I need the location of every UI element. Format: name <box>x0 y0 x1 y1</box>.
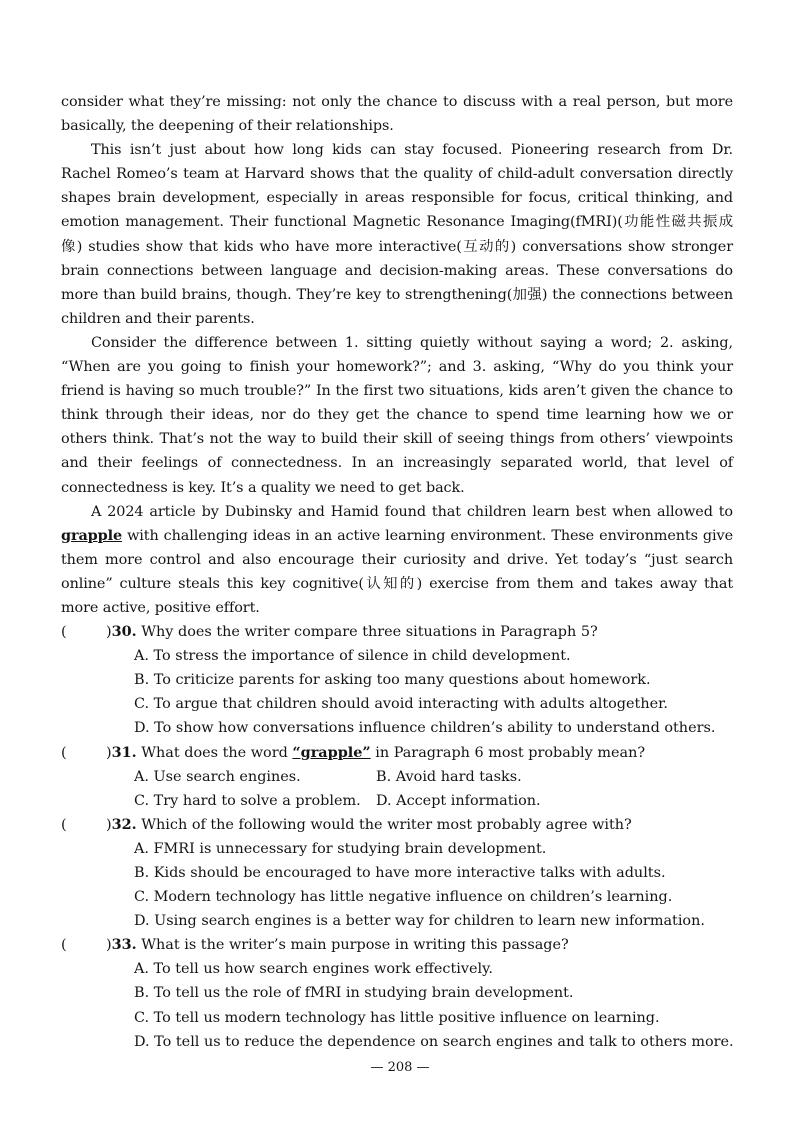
option-b[interactable]: B. To criticize parents for asking too many questions about homework. <box>134 672 651 689</box>
passage-paragraph-2: This isn’t just about how long kids can stay focused. Pioneering research from Dr. Rachel Romeo’s team at Harvard shows that the quality of child-adult conversation directly shapes brain development, especially in areas responsible for focus, critical thinking, and emotion management. Their functional Magnetic Resonance Imaging(fMRI)(功能性磁共振成像) studies show that kids who have more interactive(互动的) conversations show stronger brain connections between language and decision-making areas. These conversations do more than build brains, though. They’re key to strengthening(加强) the connections between children and their parents. <box>61 142 733 327</box>
question-text-end: in Paragraph 6 most probably mean? <box>375 744 646 761</box>
question-33 <box>61 933 733 1053</box>
question-stem <box>61 813 733 837</box>
question-stem <box>61 933 733 957</box>
option-row <box>61 765 733 789</box>
option-row <box>61 789 733 813</box>
answer-blank[interactable]: ( <box>61 937 67 954</box>
question-text: What is the writer’s main purpose in writing this passage? <box>141 937 569 954</box>
question-number: 32. <box>111 815 137 833</box>
passage-paragraph-4 <box>61 500 733 620</box>
option-b[interactable]: B. Avoid hard tasks. <box>376 768 522 785</box>
passage-paragraph-3: Consider the difference between 1. sitting quietly without saying a word; 2. asking, “When are you going to finish your homework?”; and 3. asking, “Why do you think your friend is having so much trouble?” In the first two situations, kids aren’t given the chance to think through their ideas, nor do they get the chance to spend time learning how we or others think. That’s not the way to build their skill of seeing things from others’ viewpoints and their feelings of connectedness. In an increasingly separated world, that level of connectedness is key. It’s a quality we need to get back. <box>61 334 733 496</box>
answer-blank-close: ) <box>106 937 112 954</box>
option-a[interactable]: A. To tell us how search engines work effectively. <box>134 961 493 978</box>
answer-blank-close: ) <box>106 744 112 761</box>
page-number: — 208 — <box>370 1060 430 1075</box>
option-a[interactable]: A. Use search engines. <box>134 768 301 785</box>
answer-blank-close: ) <box>106 624 112 641</box>
paragraph-4-start: A 2024 article by Dubinsky and Hamid found that children learn best when allowed to <box>91 503 733 520</box>
question-number: 33. <box>111 936 137 954</box>
answer-blank[interactable]: ( <box>61 744 67 761</box>
paragraph-4-end: with challenging ideas in an active learning environment. These environments give them more control and also encourage their curiosity and drive. Yet today’s “just search online” culture steals this key cognitive(认知的) exercise from them and takes away that more active, positive effort. <box>61 527 733 616</box>
keyword-grapple: grapple <box>61 526 123 544</box>
option-d[interactable]: D. Using search engines is a better way for children to learn new information. <box>134 913 705 930</box>
question-keyword: “grapple” <box>292 743 371 761</box>
answer-blank[interactable]: ( <box>61 624 67 641</box>
exam-page <box>61 90 733 1054</box>
option-c[interactable]: C. Modern technology has little negative influence on children’s learning. <box>134 889 673 906</box>
question-stem <box>61 741 733 765</box>
option-a[interactable]: A. To stress the importance of silence in child development. <box>134 648 571 665</box>
passage-paragraph-1: consider what they’re missing: not only the chance to discuss with a real person, but more basically, the deepening of their relationships. <box>61 94 733 135</box>
option-c[interactable]: C. To argue that children should avoid interacting with adults altogether. <box>134 696 668 713</box>
question-text: Why does the writer compare three situations in Paragraph 5? <box>141 624 598 641</box>
question-number: 31. <box>111 743 137 761</box>
option-a[interactable]: A. FMRI is unnecessary for studying brain development. <box>134 840 547 857</box>
option-b[interactable]: B. Kids should be encouraged to have more interactive talks with adults. <box>134 865 666 881</box>
option-d[interactable]: D. Accept information. <box>376 792 541 809</box>
option-b[interactable]: B. To tell us the role of fMRI in studying brain development. <box>134 985 574 1002</box>
option-d[interactable]: D. To show how conversations influence children’s ability to understand others. <box>134 720 716 737</box>
question-number: 30. <box>111 623 137 641</box>
question-text-start: What does the word <box>141 744 288 761</box>
question-stem <box>61 620 733 644</box>
question-30 <box>61 620 733 740</box>
question-31 <box>61 741 733 813</box>
answer-blank-close: ) <box>106 816 112 833</box>
option-c[interactable]: C. Try hard to solve a problem. <box>134 792 361 809</box>
option-d[interactable]: D. To tell us to reduce the dependence on search engines and talk to others more. <box>134 1033 734 1050</box>
question-text: Which of the following would the writer most probably agree with? <box>141 816 632 833</box>
answer-blank[interactable]: ( <box>61 816 67 833</box>
question-32 <box>61 813 733 933</box>
option-c[interactable]: C. To tell us modern technology has little positive influence on learning. <box>134 1009 660 1026</box>
